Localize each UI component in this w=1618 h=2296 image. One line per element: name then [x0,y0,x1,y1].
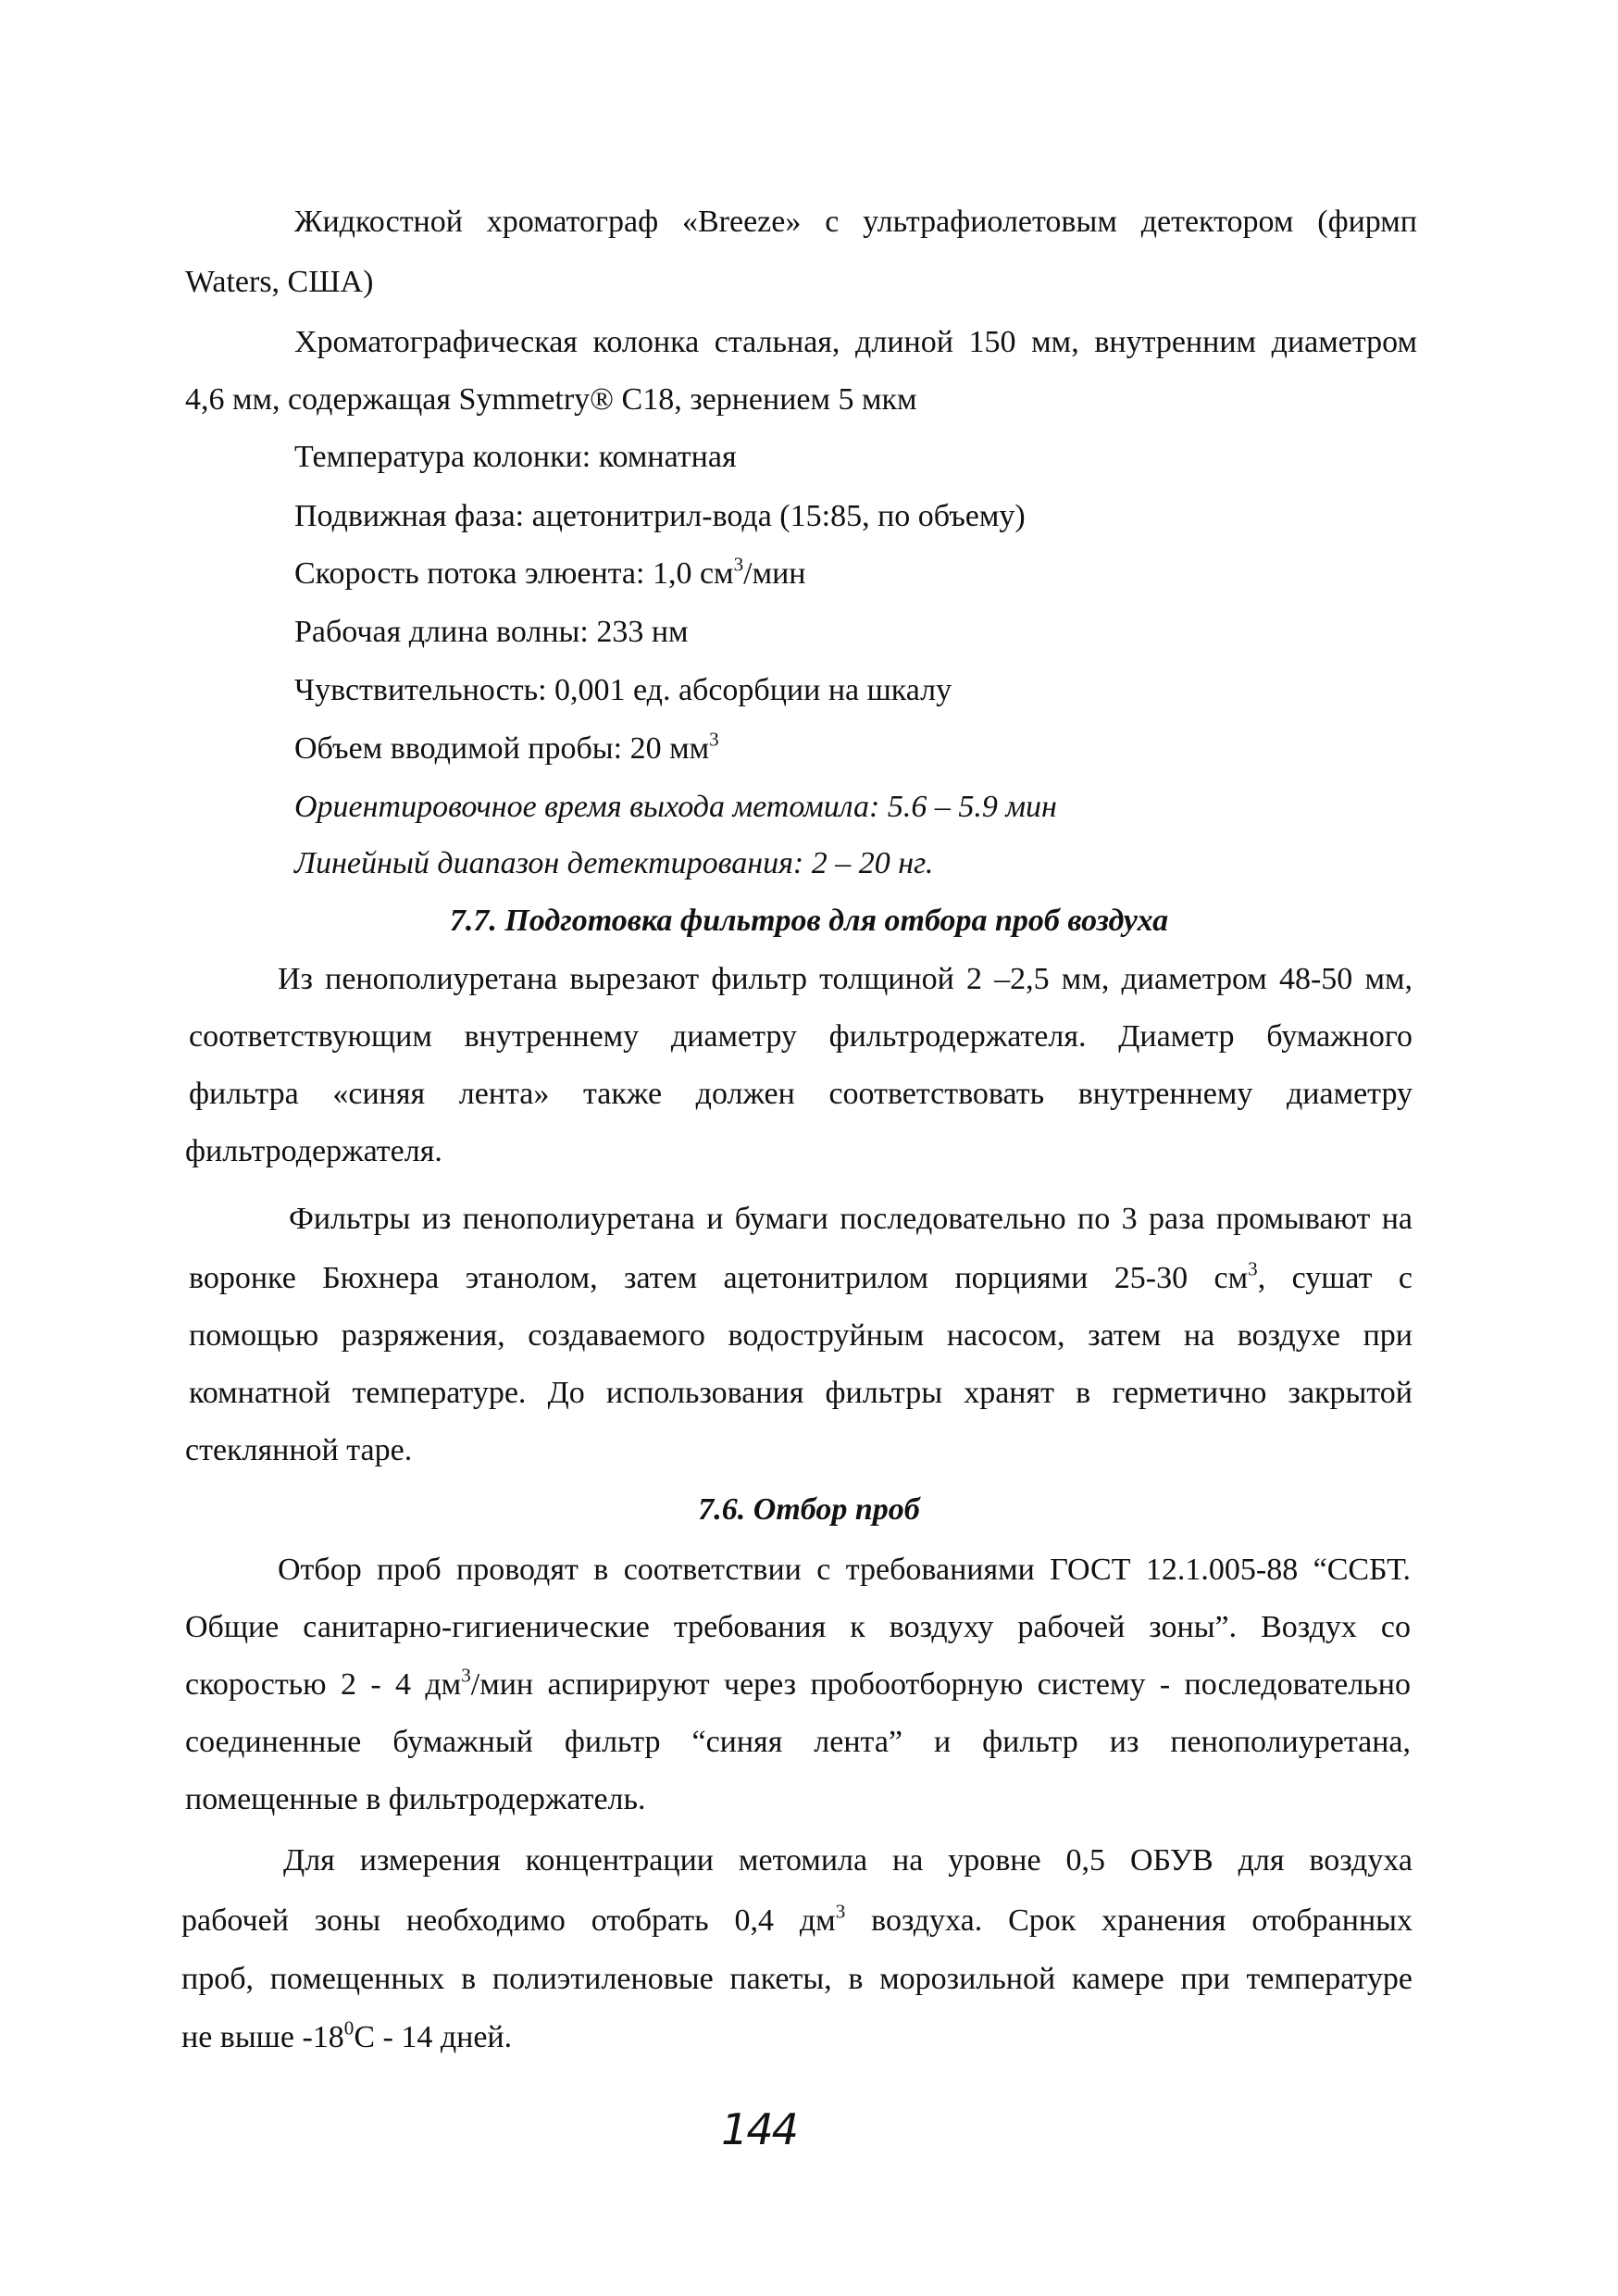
flow-rate-superscript: 3 [733,553,744,576]
s76-p2-line3: проб, помещенных в полиэтиленовые пакеты, в морозильной камере при температуре [181,1962,1413,1996]
s76-p1-line2: Общие санитарно-гигиенические требования к воздуху рабочей зоны”. Воздух со [185,1610,1411,1644]
s76-p2-line2-tail: воздуха. Срок хранения отобранных [845,1903,1413,1938]
param-column-line1: Хроматографическая колонка стальная, длиной 150 мм, внутренним диаметром [294,325,1417,359]
s76-p2-line2-text: рабочей зоны необходимо отобрать 0,4 дм [181,1903,836,1938]
s76-p2-line4 [181,2016,513,2056]
s76-p2-line2-superscript: 3 [835,1900,846,1923]
s76-p1-line3-superscript: 3 [461,1664,471,1687]
param-injection-volume [294,730,719,767]
s77-p1-line3: фильтра «синяя лента» также должен соответствовать внутреннему диаметру [189,1077,1413,1111]
s76-p2-line4-tail: С - 14 дней. [354,2020,513,2054]
injection-volume-superscript: 3 [709,728,719,751]
param-retention-time: Ориентировочное время выхода метомила: 5.6 – 5.9 мин [294,790,1057,824]
s77-p1-line4: фильтродержателя. [185,1134,442,1168]
s76-p1-line3-tail: /мин аспирируют через пробоотборную систему - последовательно [470,1667,1411,1702]
injection-volume-text: Объем вводимой пробы: 20 мм [294,731,710,766]
s77-p2-line2-text: воронке Бюхнера этанолом, затем ацетонитрилом порциями 25-30 см [189,1261,1249,1295]
param-linear-range: Линейный диапазон детектирования: 2 – 20 нг. [294,846,934,880]
param-wavelength: Рабочая длина волны: 233 нм [294,615,689,649]
s76-p2-line4-text: не выше -18 [181,2020,344,2054]
s76-p1-line1: Отбор проб проводят в соответствии с требованиями ГОСТ 12.1.005-88 “ССБТ. [278,1553,1411,1587]
s76-p2-line1: Для измерения концентрации метомила на уровне 0,5 ОБУВ для воздуха [283,1843,1413,1878]
s77-p1-line2: соответствующим внутреннему диаметру фильтродержателя. Диаметр бумажного [189,1019,1413,1054]
s77-p2-line4: комнатной температуре. До использования фильтры хранят в герметично закрытой [189,1376,1413,1410]
flow-rate-text: Скорость потока элюента: 1,0 см [294,556,734,591]
param-flow-rate [294,555,805,593]
section-76-heading: 7.6. Отбор проб [698,1492,920,1527]
s76-p2-line2 [181,1900,1413,1940]
page-number: 144 [721,2104,797,2154]
param-column-temperature: Температура колонки: комнатная [294,440,737,474]
s77-p1-line1: Из пенополиуретана вырезают фильтр толщиной 2 –2,5 мм, диаметром 48-50 мм, [278,962,1413,996]
s77-p2-line2-tail: , сушат с [1257,1261,1413,1295]
s76-p1-line4: соединенные бумажный фильтр “синяя лента” и фильтр из пенополиуретана, [185,1725,1411,1759]
s77-p2-line5: стеклянной таре. [185,1433,413,1467]
param-instrument-line2: Waters, США) [185,265,374,299]
s76-p2-line4-superscript: 0 [343,2016,355,2040]
s76-p1-line5: помещенные в фильтродержатель. [185,1782,646,1816]
param-sensitivity: Чувствительность: 0,001 ед. абсорбции на шкалу [294,673,952,707]
s77-p2-line2 [189,1257,1413,1297]
s76-p1-line3 [185,1666,1411,1703]
s77-p2-line3: помощью разряжения, создаваемого водоструйным насосом, затем на воздухе при [189,1318,1413,1353]
section-77-heading: 7.7. Подготовка фильтров для отбора проб воздуха [449,904,1169,938]
flow-rate-unit: /мин [743,556,806,591]
s76-p1-line3-text: скоростью 2 - 4 дм [185,1667,462,1702]
param-instrument-line1: Жидкостной хроматограф «Breeze» с ультрафиолетовым детектором (фирмп [294,205,1417,239]
param-column-line2: 4,6 мм, содержащая Symmetry® C18, зернением 5 мкм [185,382,917,417]
s77-p2-line1: Фильтры из пенополиуретана и бумаги последовательно по 3 раза промывают на [289,1202,1413,1236]
param-mobile-phase: Подвижная фаза: ацетонитрил-вода (15:85, по объему) [294,499,1026,533]
s77-p2-line2-superscript: 3 [1248,1257,1258,1280]
